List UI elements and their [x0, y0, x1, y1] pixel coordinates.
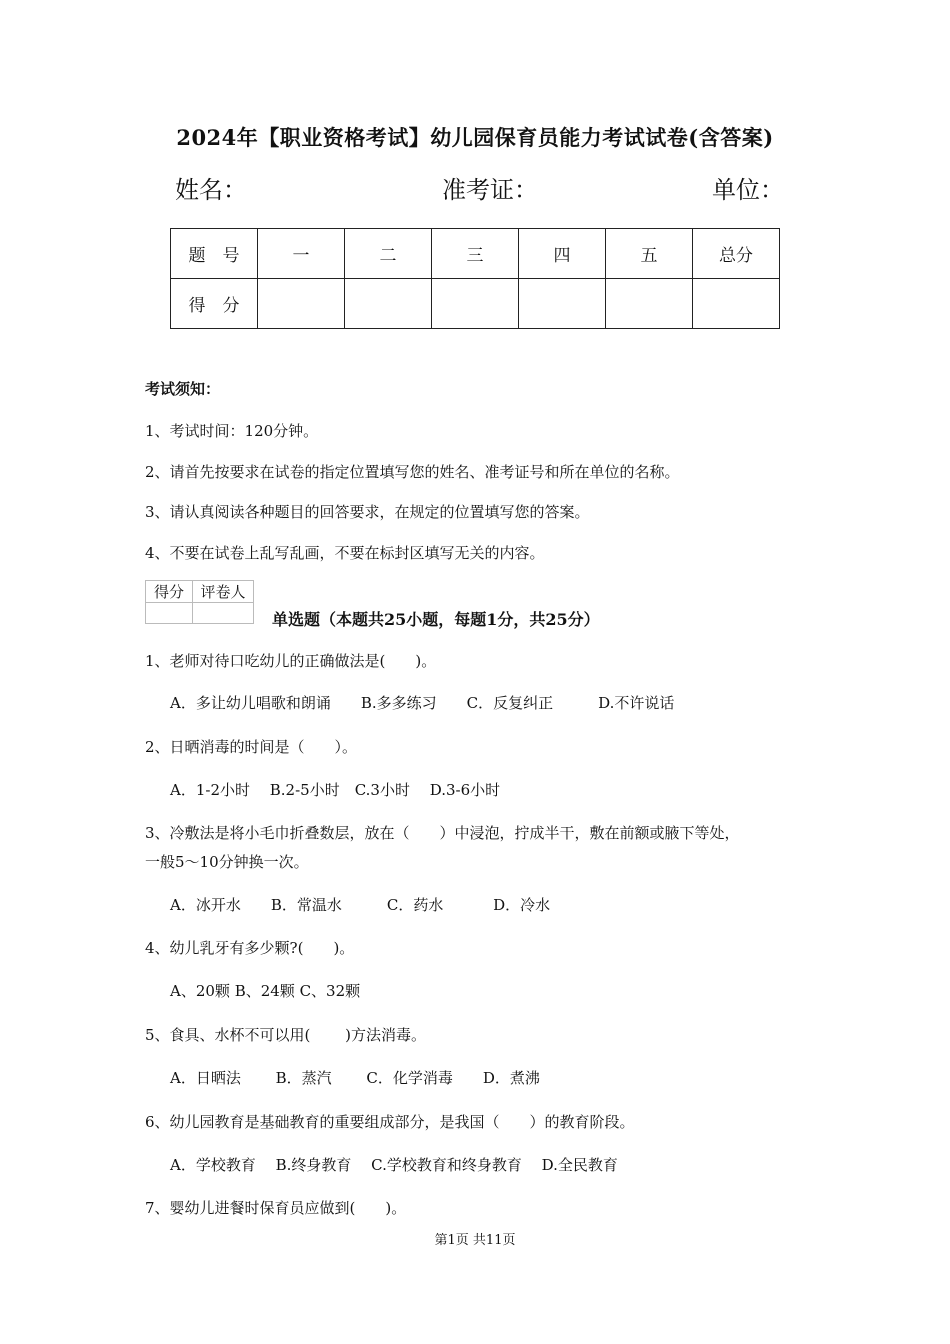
score-table-header-cell: 总分: [693, 229, 780, 279]
score-table-header-cell: 三: [432, 229, 519, 279]
score-table-header-cell: 五: [606, 229, 693, 279]
score-table-header-cell: 一: [258, 229, 345, 279]
name-label: 姓名：: [175, 176, 247, 204]
exam-id-label: 准考证：: [442, 176, 538, 204]
notice-title: 考试须知：: [145, 380, 221, 398]
notice-item: 2、请首先按要求在试卷的指定位置填写您的姓名、准考证号和所在单位的名称。: [145, 463, 680, 481]
question-text: 4、幼儿乳牙有多少颗?( )。: [145, 939, 355, 957]
notice-item: 3、请认真阅读各种题目的回答要求，在规定的位置填写您的答案。: [145, 503, 590, 521]
question-text: 5、食具、水杯不可以用( )方法消毒。: [145, 1026, 427, 1044]
question-options: A．多让幼儿唱歌和朗诵 B.多多练习 C．反复纠正 D.不许说话: [170, 694, 675, 712]
question-text: 2、日晒消毒的时间是（ ）。: [145, 738, 358, 756]
score-cell[interactable]: [258, 279, 345, 329]
question-text: 1、老师对待口吃幼儿的正确做法是( )。: [145, 652, 437, 670]
grader-score-cell[interactable]: [146, 603, 193, 624]
score-table-score-row: [171, 279, 780, 329]
grader-reviewer-label: 评卷人: [193, 581, 254, 603]
question-options: A．1-2小时 B.2-5小时 C.3小时 D.3-6小时: [170, 781, 501, 799]
score-table-header-cell: 题 号: [171, 229, 258, 279]
notice-item: 4、不要在试卷上乱写乱画，不要在标封区填写无关的内容。: [145, 544, 545, 562]
score-row-label: 得 分: [171, 279, 258, 329]
grader-reviewer-cell[interactable]: [193, 603, 254, 624]
question-options: A、20颗 B、24颗 C、32颗: [170, 982, 361, 1000]
notice-item: 1、考试时间：120分钟。: [145, 422, 319, 440]
score-table-header-cell: 四: [519, 229, 606, 279]
question-text: 6、幼儿园教育是基础教育的重要组成部分，是我国（ ）的教育阶段。: [145, 1113, 635, 1131]
unit-label: 单位：: [712, 176, 784, 204]
page-title: 2024年【职业资格考试】幼儿园保育员能力考试试卷(含答案): [176, 125, 774, 150]
grader-score-label: 得分: [146, 581, 193, 603]
question-text-continued: 一般5～10分钟换一次。: [145, 853, 309, 871]
score-cell[interactable]: [345, 279, 432, 329]
score-cell[interactable]: [519, 279, 606, 329]
score-table-header-row: [171, 229, 780, 279]
score-table-header-cell: 二: [345, 229, 432, 279]
question-options: A．冰开水 B．常温水 C．药水 D．冷水: [170, 896, 551, 914]
score-cell[interactable]: [606, 279, 693, 329]
score-cell[interactable]: [432, 279, 519, 329]
question-text: 3、冷敷法是将小毛巾折叠数层，放在（ ）中浸泡，拧成半干，敷在前额或腋下等处，: [145, 824, 740, 842]
grader-box: [145, 580, 254, 624]
score-cell[interactable]: [693, 279, 780, 329]
question-options: A．学校教育 B.终身教育 C.学校教育和终身教育 D.全民教育: [170, 1156, 618, 1174]
question-text: 7、婴幼儿进餐时保育员应做到( )。: [145, 1199, 407, 1217]
question-options: A．日晒法 B．蒸汽 C．化学消毒 D．煮沸: [170, 1069, 540, 1087]
page-footer: 第1页 共11页: [434, 1233, 516, 1248]
section-title: 单选题（本题共25小题，每题1分，共25分）: [272, 610, 600, 629]
score-table: [170, 228, 780, 329]
